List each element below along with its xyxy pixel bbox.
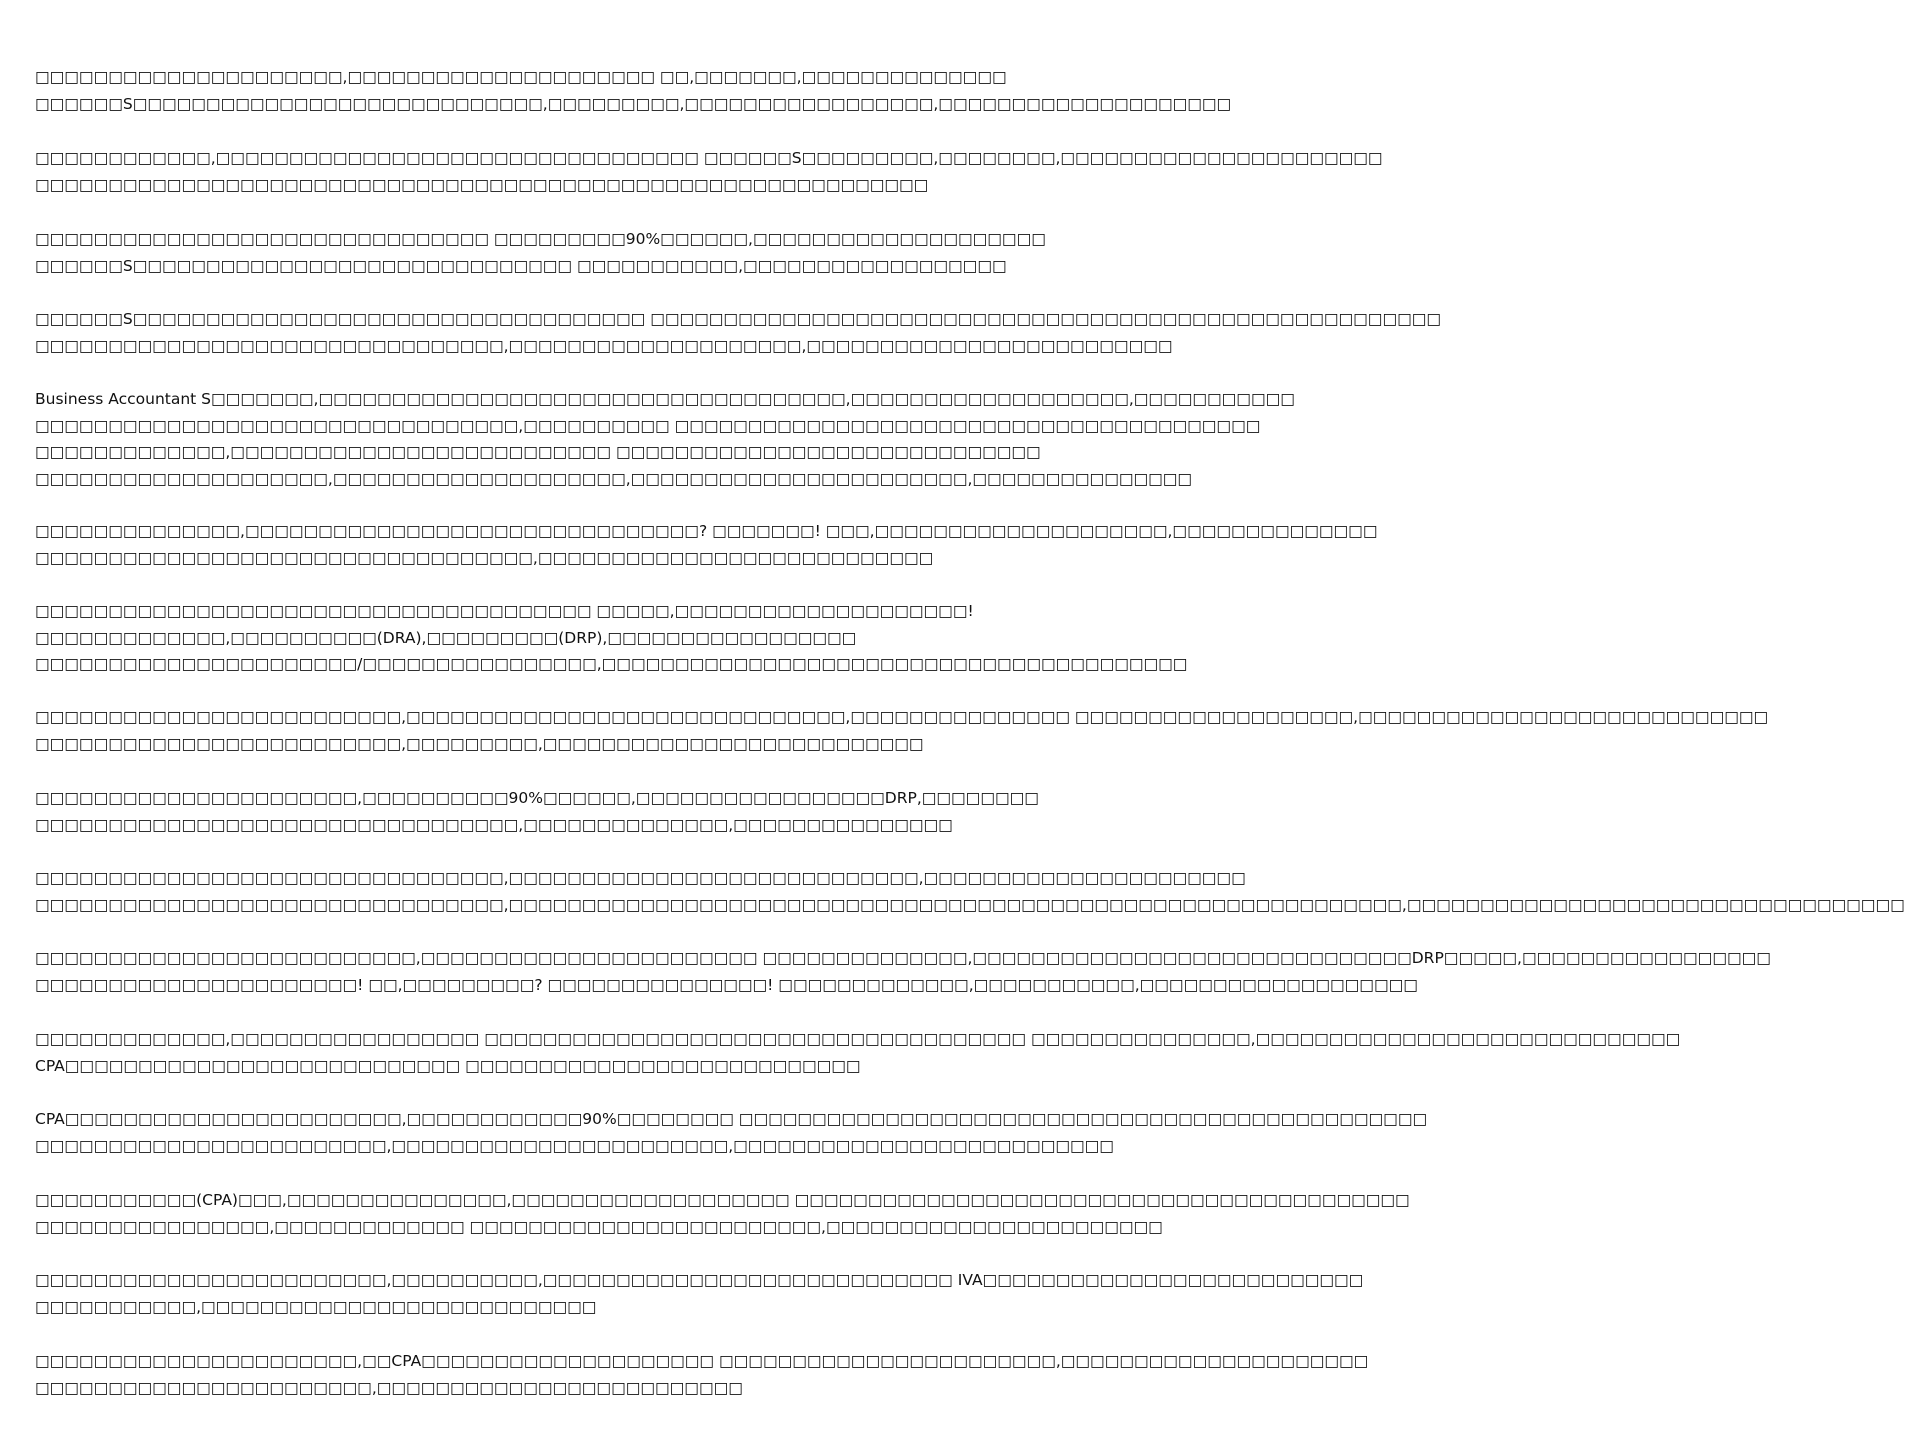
text-line: □□□□□□□□□□□□□□□□□□□□□□! □□,□□□□□□□□□? □□□□□□□□□□□□□□□! □□□□□□□□□□□□□,□□□□□□□□□□□,□□□□□□□□□□□□□□□□□□□	[35, 975, 1418, 994]
paragraph	[35, 1106, 1428, 1159]
text-line: □□□□□□□□□□□□□□□□□□□□□□/□□□□□□□□□□□□□□□□,□□□□□□□□□□□□□□□□□□□□□□□□□□□□□□□□□□□□□□□□	[35, 655, 1188, 673]
text-line: □□□□□□□□□□□□□,□□□□□□□□□□□□□□□□□ □□□□□□□□□□□□□□□□□□□□□□□□□□□□□□□□□□□□□ □□□□□□□□□□□□□□□,□□□□□□□□□□□□□□□□□□□□□□□□□□□□□	[35, 1030, 1681, 1048]
text-line: □□□□□□□□□□□□□□□□□□□□□□□□□□,□□□□□□□□□□□□□□□□□□□□□□□ □□□□□□□□□□□□□□,□□□□□□□□□□□□□□□□□□□□□□□□□□□□□□DRP□□□□□,□□□□□□□□□□□□□□□□□	[35, 949, 1771, 967]
text-line: □□□□□□□□□□□□□□□□□□□□□□□□□,□□□□□□□□□,□□□□□□□□□□□□□□□□□□□□□□□□□□	[35, 734, 924, 753]
text-line: □□□□□□□□□□□□□□□□□□□□□□□□□□□□□□□ □□□□□□□□□90%□□□□□□,□□□□□□□□□□□□□□□□□□□□	[35, 230, 1046, 248]
text-line: □□□□□□□□□□□□□□□□□□□□□□,□□CPA□□□□□□□□□□□□□□□□□□□□ □□□□□□□□□□□□□□□□□□□□□□□,□□□□□□□□□□□□□□□□□□□□□	[35, 1352, 1369, 1370]
text-line: □□□□□□□□□□□□□□□□□□□□,□□□□□□□□□□□□□□□□□□□□,□□□□□□□□□□□□□□□□□□□□□□□,□□□□□□□□□□□□□□□	[35, 469, 1193, 488]
text-line: □□□□□□□□□□□□□□□□□□□□□□□□□□□□□□□□,□□□□□□□□□□□□□□□□□□□□□□□□□□□□,□□□□□□□□□□□□□□□□□□□□□□	[35, 869, 1246, 887]
paragraph	[35, 785, 1039, 838]
paragraph	[35, 386, 1295, 492]
text-line: □□□□□□□□□□□□□□□□□□□□□□□□□□□□□□□□□□,□□□□□□□□□□□□□□□□□□□□□□□□□□□	[35, 548, 934, 567]
text-line: □□□□□□□□□□□□□□□□□□□□□□,□□□□□□□□□□90%□□□□□□,□□□□□□□□□□□□□□□□□DRP,□□□□□□□□	[35, 789, 1039, 807]
text-line: □□□□□□□□□□□□□□□□□□□□□□□□□□□□□□□□□,□□□□□□□□□□□□□□,□□□□□□□□□□□□□□□	[35, 815, 953, 834]
paragraph	[35, 145, 1383, 198]
paragraph	[35, 226, 1046, 279]
text-line: □□□□□□□□□□□□□□□□□□□□□□□□□□□□□□□□,□□□□□□□□□□□□□□□□□□□□□□□□□□□□□□□□□□□□□□□□□□□□□□□□□□□□□□□□□□□□□,□□□□□□□□□□□□□□□□□□□□□□□□□□□□□□□□□□	[35, 895, 1905, 914]
paragraph	[35, 945, 1771, 998]
paragraph	[35, 1348, 1369, 1401]
text-line: □□□□□□□□□□□□□□□□,□□□□□□□□□□□□□ □□□□□□□□□□□□□□□□□□□□□□□□,□□□□□□□□□□□□□□□□□□□□□□□	[35, 1217, 1163, 1236]
text-line: □□□□□□□□□□□□□□□□□□□□□□□□□□□□□□□□,□□□□□□□□□□□□□□□□□□□□,□□□□□□□□□□□□□□□□□□□□□□□□□	[35, 336, 1173, 355]
text-line: CPA□□□□□□□□□□□□□□□□□□□□□□□,□□□□□□□□□□□□90%□□□□□□□□ □□□□□□□□□□□□□□□□□□□□□□□□□□□□□□□□□□□□□□□□□□□□□□□	[35, 1110, 1428, 1128]
text-line: □□□□□□□□□□□□□□□□□□□□□□□□□□□□□□□□□,□□□□□□□□□□ □□□□□□□□□□□□□□□□□□□□□□□□□□□□□□□□□□□□□□□□	[35, 416, 1261, 435]
paragraph	[35, 1187, 1410, 1240]
text-line: □□□□□□□□□□□□□□□□□□□□□□□□□,□□□□□□□□□□□□□□□□□□□□□□□□□□□□□□,□□□□□□□□□□□□□□□ □□□□□□□□□□□□□□□□□□□,□□□□□□□□□□□□□□□□□□□□□□□□□□□□	[35, 708, 1769, 726]
text-line: □□□□□□□□□□□□□□□□□□□□□,□□□□□□□□□□□□□□□□□□□□□ □□,□□□□□□□,□□□□□□□□□□□□□□	[35, 68, 1007, 86]
paragraph	[35, 64, 1232, 117]
paragraph	[35, 306, 1442, 359]
text-line: □□□□□□□□□□□□□□□□□□□□□□□□,□□□□□□□□□□□□□□□□□□□□□□□,□□□□□□□□□□□□□□□□□□□□□□□□□□	[35, 1136, 1114, 1155]
text-line: □□□□□□□□□□□□□□□□□□□□□□□□,□□□□□□□□□□,□□□□□□□□□□□□□□□□□□□□□□□□□□□□ IVA□□□□□□□□□□□□□□□□□□□□□□□□□□	[35, 1271, 1364, 1289]
text-line: □□□□□□□□□□□□□□□□□□□□□□□,□□□□□□□□□□□□□□□□□□□□□□□□□	[35, 1378, 743, 1397]
paragraph	[35, 518, 1378, 571]
text-line: □□□□□□□□□□□□,□□□□□□□□□□□□□□□□□□□□□□□□□□□□□□□□□ □□□□□□S□□□□□□□□□,□□□□□□□□,□□□□□□□□□□□□□□□□□□□□□□	[35, 149, 1383, 167]
text-line: □□□□□□S□□□□□□□□□□□□□□□□□□□□□□□□□□□□,□□□□□□□□□,□□□□□□□□□□□□□□□□□,□□□□□□□□□□□□□□□□□□□□	[35, 94, 1232, 113]
text-line: □□□□□□□□□□□□□□,□□□□□□□□□□□□□□□□□□□□□□□□□□□□□□□? □□□□□□□! □□□,□□□□□□□□□□□□□□□□□□□□,□□□□□□□□□□□□□□	[35, 522, 1378, 540]
text-line: CPA□□□□□□□□□□□□□□□□□□□□□□□□□□□ □□□□□□□□□□□□□□□□□□□□□□□□□□□	[35, 1056, 861, 1075]
paragraph	[35, 704, 1769, 757]
text-line: Business Accountant S□□□□□□□,□□□□□□□□□□□□□□□□□□□□□□□□□□□□□□□□□□□□,□□□□□□□□□□□□□□□□□□□,□□□□□□□□□□□	[35, 390, 1295, 408]
text-line: □□□□□□□□□□□(CPA)□□□,□□□□□□□□□□□□□□□,□□□□□□□□□□□□□□□□□□□ □□□□□□□□□□□□□□□□□□□□□□□□□□□□□□□□□□□□□□□□□□	[35, 1191, 1410, 1209]
text-line: □□□□□□□□□□□□□□□□□□□□□□□□□□□□□□□□□□□□□□□□□□□□□□□□□□□□□□□□□□□□□	[35, 175, 929, 194]
text-line: □□□□□□□□□□□□□□□□□□□□□□□□□□□□□□□□□□□□□□ □□□□□,□□□□□□□□□□□□□□□□□□□□!	[35, 602, 974, 620]
paragraph	[35, 598, 1188, 678]
paragraph	[35, 865, 1905, 918]
paragraph	[35, 1267, 1364, 1320]
text-line: □□□□□□□□□□□□□,□□□□□□□□□□□□□□□□□□□□□□□□□□ □□□□□□□□□□□□□□□□□□□□□□□□□□□□□	[35, 443, 1041, 461]
text-line: □□□□□□□□□□□,□□□□□□□□□□□□□□□□□□□□□□□□□□□	[35, 1297, 597, 1316]
text-line: □□□□□□S□□□□□□□□□□□□□□□□□□□□□□□□□□□□□□□□□□□ □□□□□□□□□□□□□□□□□□□□□□□□□□□□□□□□□□□□□□□□□□□□□□□□□□□□□□	[35, 310, 1442, 328]
text-line: □□□□□□S□□□□□□□□□□□□□□□□□□□□□□□□□□□□□□ □□□□□□□□□□□,□□□□□□□□□□□□□□□□□□	[35, 256, 1007, 275]
paragraph	[35, 1026, 1681, 1079]
text-line: □□□□□□□□□□□□□,□□□□□□□□□□(DRA),□□□□□□□□□(DRP),□□□□□□□□□□□□□□□□□	[35, 628, 857, 647]
